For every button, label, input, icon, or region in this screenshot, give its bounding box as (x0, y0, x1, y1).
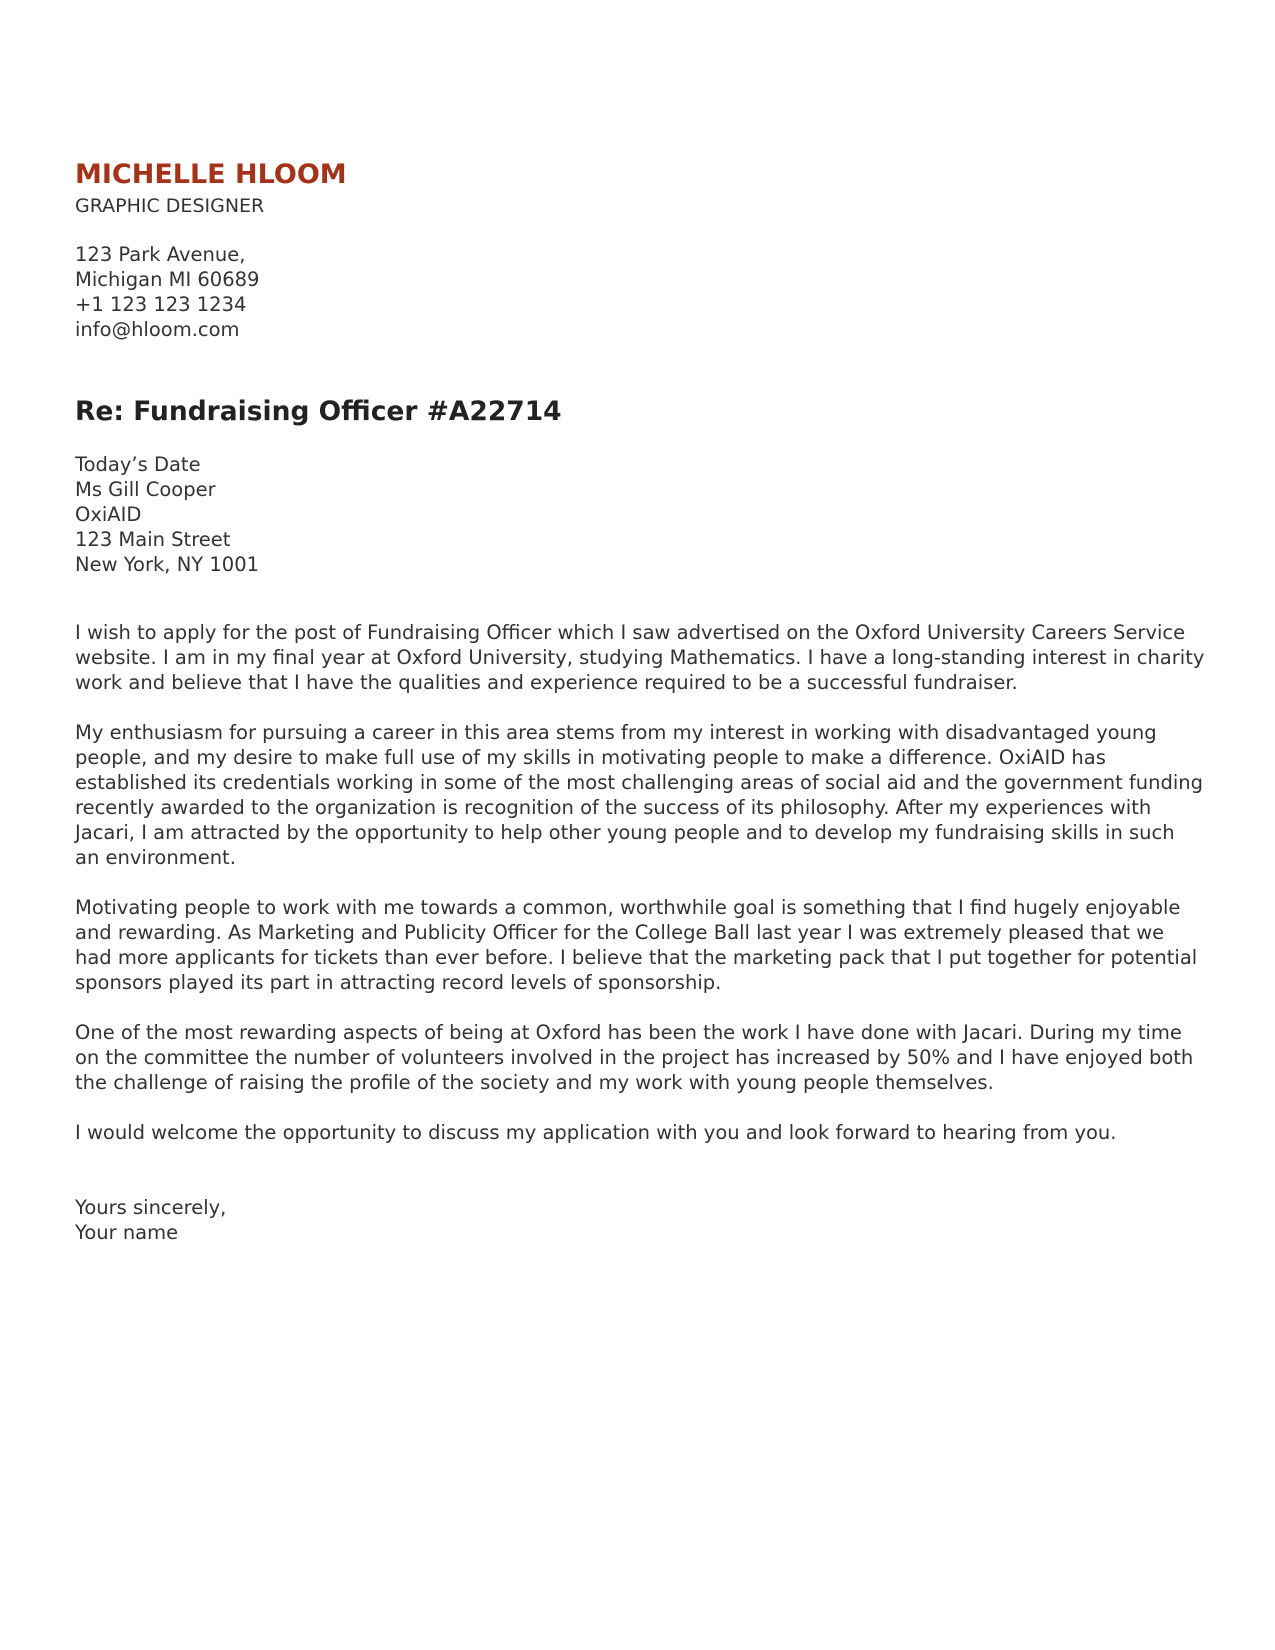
closing-block (75, 1195, 1205, 1245)
body-paragraph: My enthusiasm for pursuing a career in this area stems from my interest in working with disadvantaged young people, and my desire to make full use of my skills in motivating people to make a difference. OxiAID has established its credentials working in some of the most challenging areas of social aid and the government funding recently awarded to the organization is recognition of the success of its philosophy. After my experiences with Jacari, I am attracted by the opportunity to help other young people and to develop my fundraising skills in such an environment. (75, 721, 1204, 869)
signature-name: Your name (75, 1221, 179, 1244)
body-paragraph: One of the most rewarding aspects of being at Oxford has been the work I have done with Jacari. During my time on the committee the number of volunteers involved in the project has increased by 50% and I have enjoyed both the challenge of raising the profile of the society and my work with young people themselves. (75, 1021, 1194, 1094)
letter-content (75, 158, 1205, 1245)
sender-name: MICHELLE HLOOM (75, 159, 347, 190)
sender-address (75, 242, 1205, 342)
body-paragraph: Motivating people to work with me towards a common, worthwhile goal is something that I find hugely enjoyable and rewarding. As Marketing and Publicity Officer for the College Ball last year I was extremely pleased that we had more applicants for tickets than ever before. I believe that the marketing pack that I put together for potential sponsors played its part in attracting record levels of sponsorship. (75, 896, 1198, 994)
letter-date: Today’s Date (75, 453, 201, 476)
recipient-company: OxiAID (75, 503, 142, 526)
recipient-street: 123 Main Street (75, 528, 231, 551)
letter-body (75, 620, 1205, 1145)
sender-street: 123 Park Avenue, (75, 243, 246, 266)
sender-job-title: GRAPHIC DESIGNER (75, 195, 265, 217)
sender-phone: +1 123 123 1234 (75, 293, 247, 316)
sender-city: Michigan MI 60689 (75, 268, 260, 291)
sender-email: info@hloom.com (75, 318, 240, 341)
valediction: Yours sincerely, (75, 1196, 227, 1219)
body-paragraph: I would welcome the opportunity to discuss my application with you and look forward to hearing from you. (75, 1121, 1117, 1144)
recipient-block (75, 452, 1205, 577)
recipient-city: New York, NY 1001 (75, 553, 260, 576)
body-paragraph: I wish to apply for the post of Fundraising Officer which I saw advertised on the Oxford University Careers Service website. I am in my final year at Oxford University, studying Mathematics. I have a long-standing interest in charity work and believe that I have the qualities and experience required to be a successful fundraiser. (75, 621, 1205, 694)
recipient-name: Ms Gill Cooper (75, 478, 216, 501)
subject-line: Re: Fundraising Officer #A22714 (75, 396, 562, 427)
